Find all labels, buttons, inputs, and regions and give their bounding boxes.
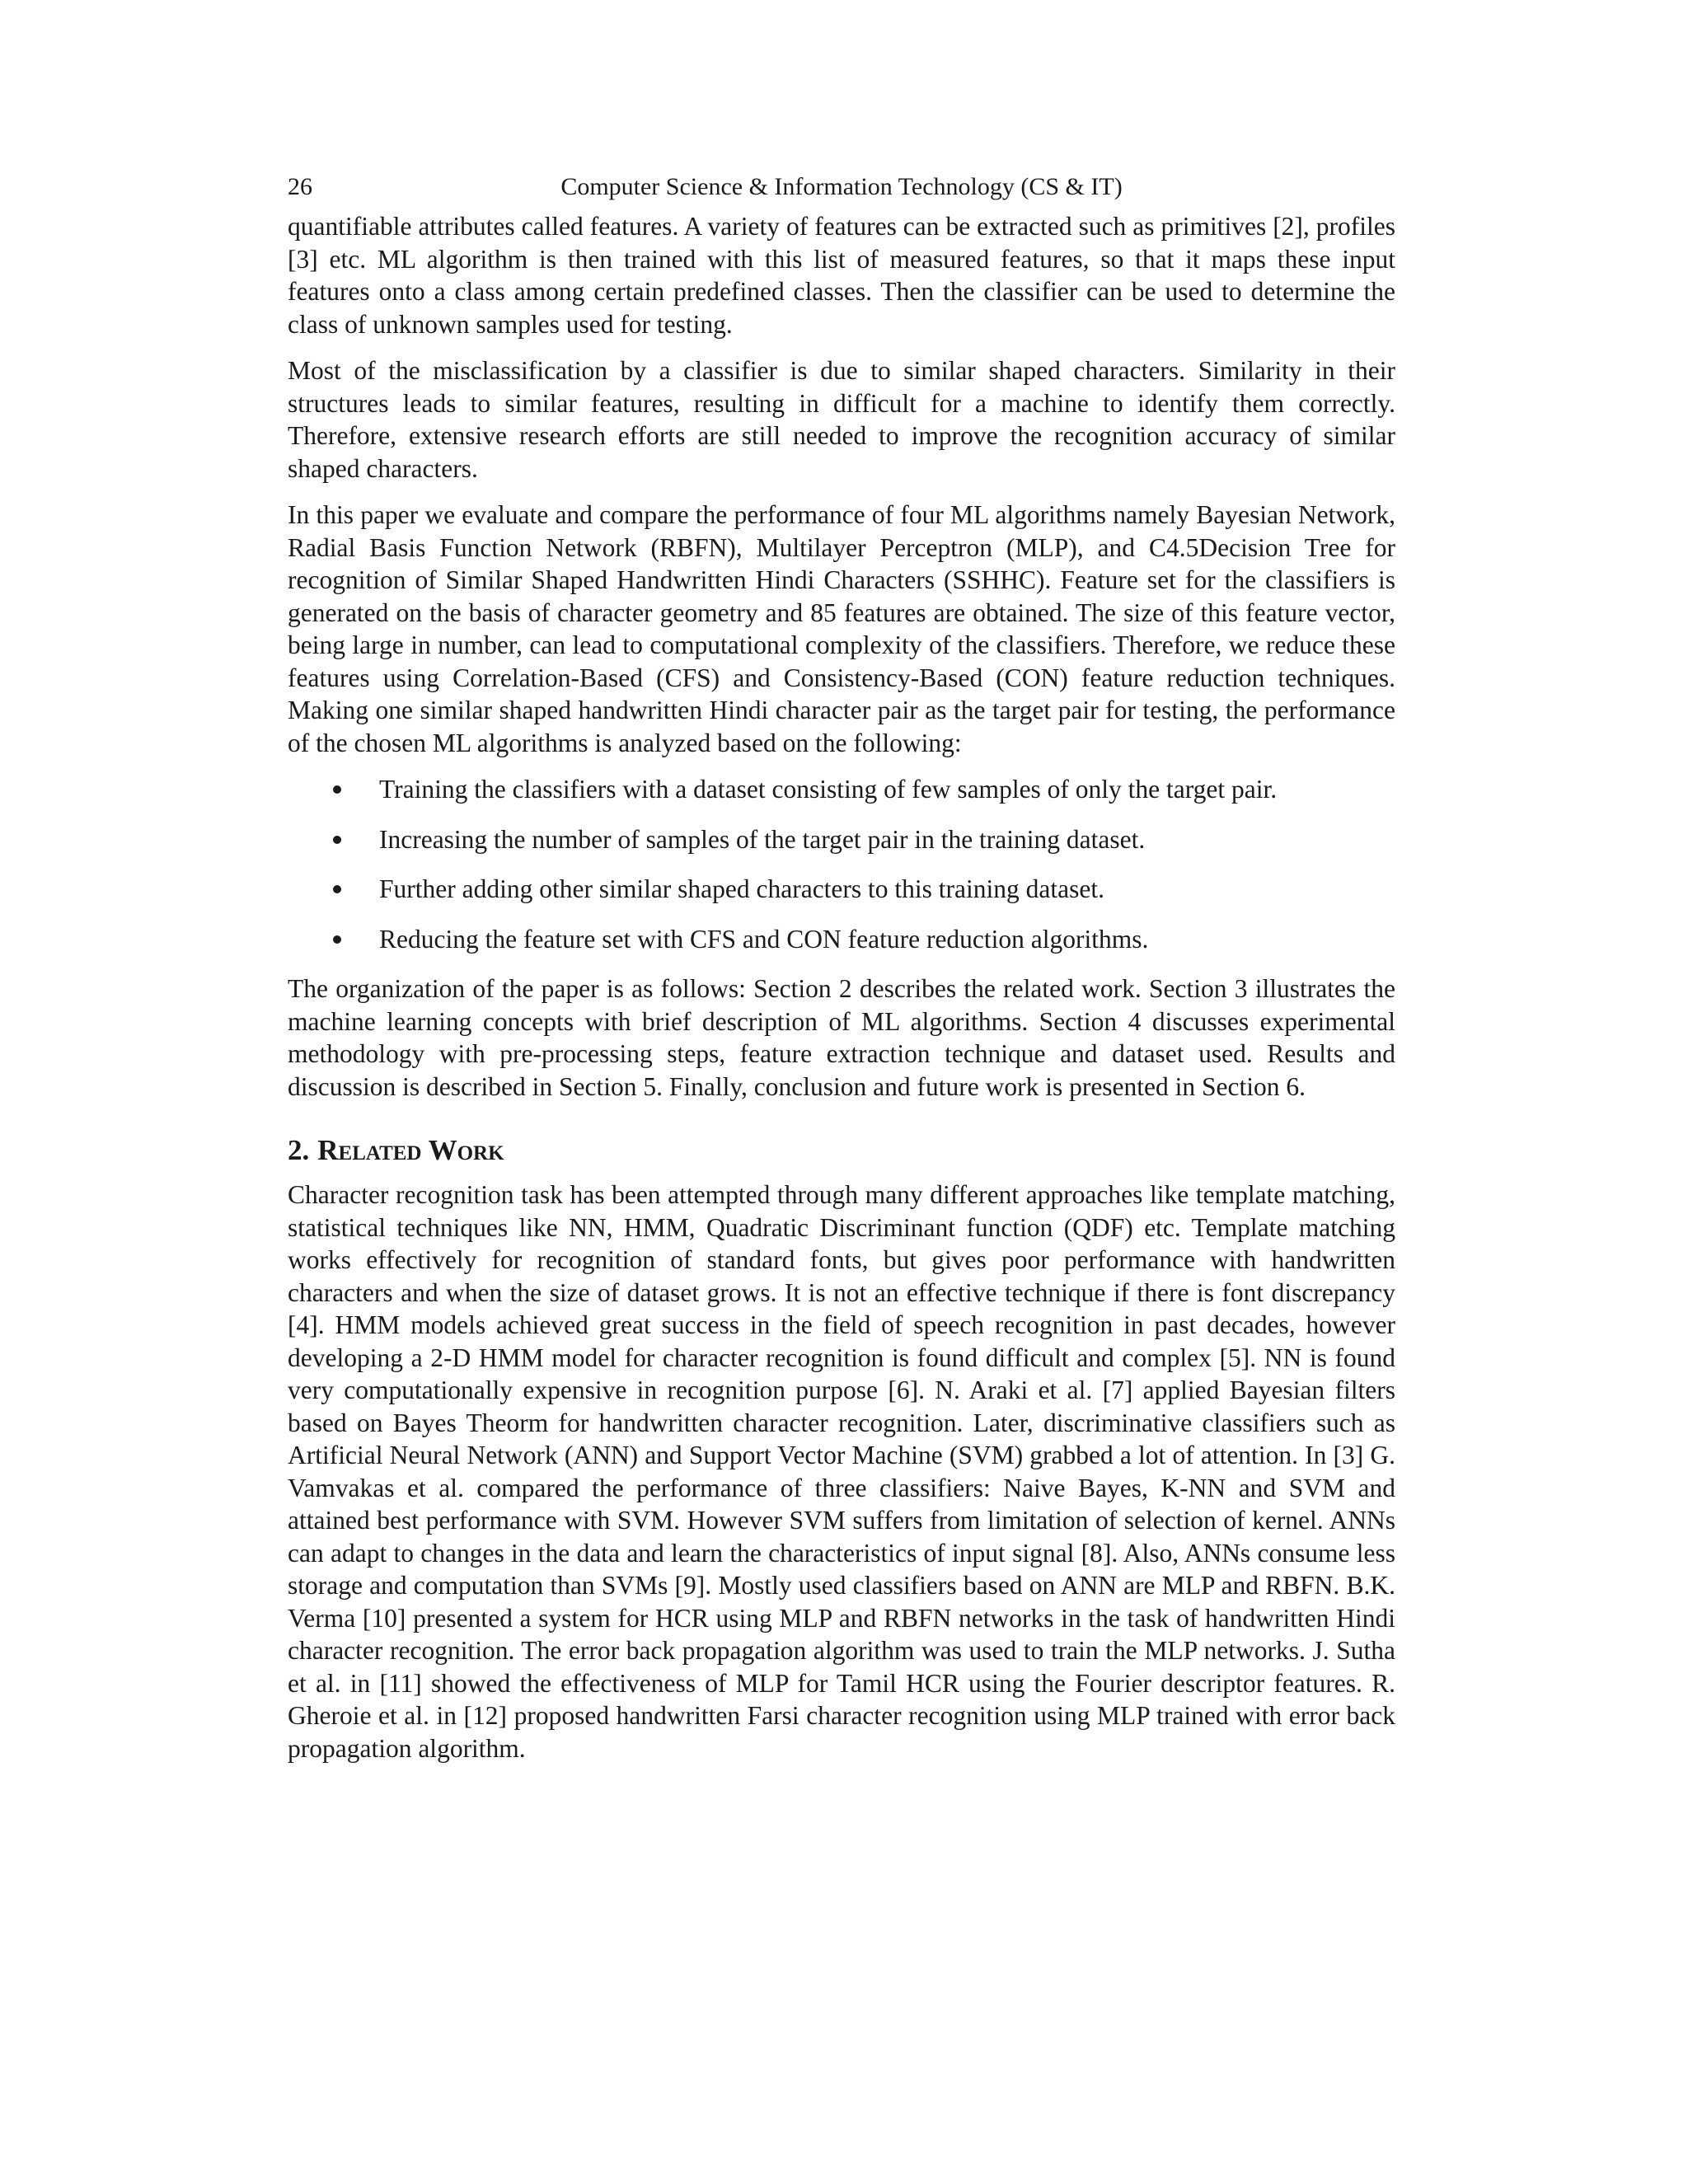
paper-page <box>288 169 1395 1779</box>
list-item-text: Training the classifiers with a dataset consisting of few samples of only the target pair. <box>379 775 1278 804</box>
body-paragraph: quantifiable attributes called features. A variety of features can be extracted such as primitives [2], profiles [3] etc. ML algorithm is then trained with this list of measured features, so that it maps these input features onto a class among certain predefined classes. Then the classifier can be used to determine the class of unknown samples used for testing. <box>288 212 1395 339</box>
list-item <box>288 923 1395 956</box>
page-number: 26 <box>288 173 312 200</box>
list-item-text: Further adding other similar shaped characters to this training dataset. <box>379 874 1104 903</box>
section-title: Related Work <box>317 1134 504 1166</box>
section-number: 2. <box>288 1134 310 1166</box>
organization-paragraph: The organization of the paper is as follows: Section 2 describes the related work. Section 3 illustrates the machine learning concepts with brief description of ML algorithms. Section 4 discusses experimental methodology with pre-processing steps, feature extraction technique and dataset used. Results and discussion is described in Section 5. Finally, conclusion and future work is presented in Section 6. <box>288 974 1395 1101</box>
list-item <box>288 773 1395 806</box>
list-item <box>288 873 1395 906</box>
journal-title: Computer Science & Information Technology (CS & IT) <box>560 173 1123 200</box>
bullet-icon <box>333 885 341 893</box>
body-paragraph: In this paper we evaluate and compare the performance of four ML algorithms namely Bayesian Network, Radial Basis Function Network (RBFN), Multilayer Perceptron (MLP), and C4.5Decision Tree for recognition of Similar Shaped Handwritten Hindi Characters (SSHHC). Feature set for the classifiers is generated on the basis of character geometry and 85 features are obtained. The size of this feature vector, being large in number, can lead to computational complexity of the classifiers. Therefore, we reduce these features using Correlation-Based (CFS) and Consistency-Based (CON) feature reduction techniques. Making one similar shaped handwritten Hindi character pair as the target pair for testing, the performance of the chosen ML algorithms is analyzed based on the following: <box>288 500 1395 757</box>
list-item <box>288 823 1395 856</box>
list-item-text: Increasing the number of samples of the target pair in the training dataset. <box>379 824 1146 854</box>
bullet-icon <box>333 935 341 944</box>
related-work-paragraph: Character recognition task has been attempted through many different approaches like template matching, statistical techniques like NN, HMM, Quadratic Discriminant function (QDF) etc. Template matching works effectively for recognition of standard fonts, but gives poor performance with handwritten characters and when the size of dataset grows. It is not an effective technique if there is font discrepancy [4]. HMM models achieved great success in the field of speech recognition in past decades, however developing a 2-D HMM model for character recognition is found difficult and complex [5]. NN is found very computationally expensive in recognition purpose [6]. N. Araki et al. [7] applied Bayesian filters based on Bayes Theorm for handwritten character recognition. Later, discriminative classifiers such as Artificial Neural Network (ANN) and Support Vector Machine (SVM) grabbed a lot of attention. In [3] G. Vamvakas et al. compared the performance of three classifiers: Naive Bayes, K-NN and SVM and attained best performance with SVM. However SVM suffers from limitation of selection of kernel. ANNs can adapt to changes in the data and learn the characteristics of input signal [8]. Also, ANNs consume less storage and computation than SVMs [9]. Mostly used classifiers based on ANN are MLP and RBFN. B.K. Verma [10] presented a system for HCR using MLP and RBFN networks in the task of handwritten Hindi character recognition. The error back propagation algorithm was used to train the MLP networks. J. Sutha et al. in [11] showed the effectiveness of MLP for Tamil HCR using the Fourier descriptor features. R. Gheroie et al. in [12] proposed handwritten Farsi character recognition using MLP trained with error back propagation algorithm. <box>288 1180 1395 1763</box>
body-paragraph: Most of the misclassification by a classifier is due to similar shaped characters. Similarity in their structures leads to similar features, resulting in difficult for a machine to identify them correctly. Therefore, extensive research efforts are still needed to improve the recognition accuracy of similar shaped characters. <box>288 356 1395 483</box>
evaluation-criteria-list <box>288 773 1395 955</box>
bullet-icon <box>333 785 341 794</box>
section-heading <box>288 1132 1395 1169</box>
list-item-text: Reducing the feature set with CFS and CON feature reduction algorithms. <box>379 924 1149 954</box>
running-header <box>288 169 1395 205</box>
bullet-icon <box>333 836 341 844</box>
